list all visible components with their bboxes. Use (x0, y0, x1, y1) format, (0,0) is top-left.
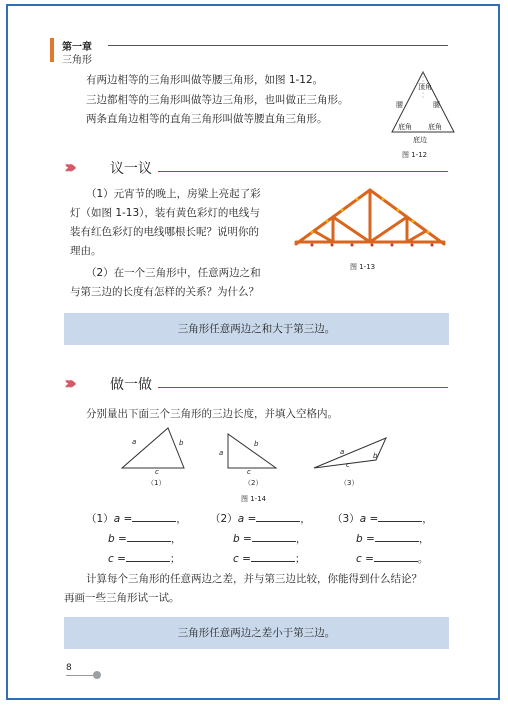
do-title: 做一做 (110, 377, 152, 393)
base-label: 底边 (413, 136, 427, 144)
tri1-number: （1） (147, 479, 166, 487)
blank-1a[interactable] (132, 511, 176, 522)
discuss-title: 议一议 (110, 161, 152, 177)
roof-truss-figure (292, 180, 448, 252)
page-number-rule (66, 675, 94, 676)
fig-1-12-caption: 图 1-12 (402, 151, 428, 159)
tri3-side-c: c (346, 461, 350, 469)
tri3-number: （3） (340, 479, 359, 487)
header-rule (108, 45, 448, 46)
three-triangles-figure (110, 424, 410, 472)
q1-line-1: （1）元宵节的晚上，房梁上亮起了彩 (86, 188, 261, 200)
do-chevron-icon: ››››› (64, 373, 72, 394)
q1-line-2: 灯（如图 1-13），装有黄色彩灯的电线与 (70, 207, 260, 219)
tri2-side-a: a (219, 449, 224, 457)
leg-right-label: 腰 (433, 101, 440, 109)
conclusion-sum-text: 三角形任意两边之和大于第三边。 (177, 323, 336, 335)
fill-col1-b: b = ， (108, 533, 182, 545)
apex-angle-label: 顶角 (418, 83, 432, 91)
blank-2b[interactable] (252, 531, 296, 542)
do-rule (158, 387, 448, 388)
blank-3c[interactable] (374, 551, 418, 562)
fill-col3-a: （3）a = ， (332, 513, 433, 525)
discuss-rule (158, 171, 448, 172)
intro-line-3: 两条直角边相等的直角三角形叫做等腰直角三角形。 (86, 113, 328, 125)
tri1-side-b: b (179, 439, 184, 447)
tri1-side-c: c (155, 468, 159, 476)
blank-1b[interactable] (127, 531, 171, 542)
page-number: 8 (66, 663, 72, 673)
fill-col2-b: b = ， (233, 533, 307, 545)
blank-3a[interactable] (378, 511, 422, 522)
blank-1c[interactable] (126, 551, 170, 562)
compare-paragraph-line-1: 计算每个三角形的任意两边之差，并与第三边比较，你能得到什么结论？ (86, 573, 422, 585)
fill-col3-b: b = ， (356, 533, 430, 545)
q2-line-1: （2）在一个三角形中，任意两边之和 (86, 267, 261, 279)
conclusion-box-sum (64, 313, 449, 345)
base-angle-left-label: 底角 (398, 123, 412, 131)
blank-3b[interactable] (375, 531, 419, 542)
do-instruction: 分别量出下面三个三角形的三边长度，并填入空格内。 (86, 408, 338, 420)
blank-2c[interactable] (251, 551, 295, 562)
chapter-number: 第一章 (62, 42, 92, 53)
leg-left-label: 腰 (396, 101, 403, 109)
fill-col3-c: c = 。 (356, 553, 429, 565)
tri3-side-b: b (373, 452, 378, 460)
fig-1-13-caption: 图 1-13 (350, 263, 376, 271)
q1-line-3: 装有红色彩灯的电线哪根长呢？说明你的 (70, 226, 259, 238)
fill-col2-c: c = ； (233, 553, 306, 565)
fig-1-14-caption: 图 1-14 (241, 495, 267, 503)
conclusion-box-difference (64, 617, 449, 649)
intro-line-2: 三边都相等的三角形叫做等边三角形，也叫做正三角形。 (86, 94, 349, 106)
blank-2a[interactable] (256, 511, 300, 522)
intro-line-1: 有两边相等的三角形叫做等腰三角形，如图 1-12。 (86, 74, 324, 86)
tri1-side-a: a (132, 438, 137, 446)
q1-line-4: 理由。 (70, 245, 102, 257)
chapter-accent-bar (50, 38, 54, 62)
fill-col2-a: （2）a = ， (210, 513, 311, 525)
page-marker-dot-icon (93, 671, 101, 679)
compare-paragraph-line-2: 再画一些三角形试一试。 (64, 592, 180, 604)
tri2-side-b: b (254, 440, 259, 448)
tri2-side-c: c (247, 468, 251, 476)
q2-line-2: 与第三边的长度有怎样的关系？为什么？ (70, 286, 259, 298)
fill-col1-c: c = ； (108, 553, 181, 565)
base-angle-right-label: 底角 (428, 123, 442, 131)
conclusion-difference-text: 三角形任意两边之差小于第三边。 (177, 627, 336, 639)
tri3-side-a: a (340, 448, 345, 456)
chapter-topic: 三角形 (62, 55, 92, 66)
discuss-chevron-icon: ››››› (64, 157, 72, 178)
tri2-number: （2） (244, 479, 263, 487)
fill-col1-a: （1）a = ， (86, 513, 187, 525)
